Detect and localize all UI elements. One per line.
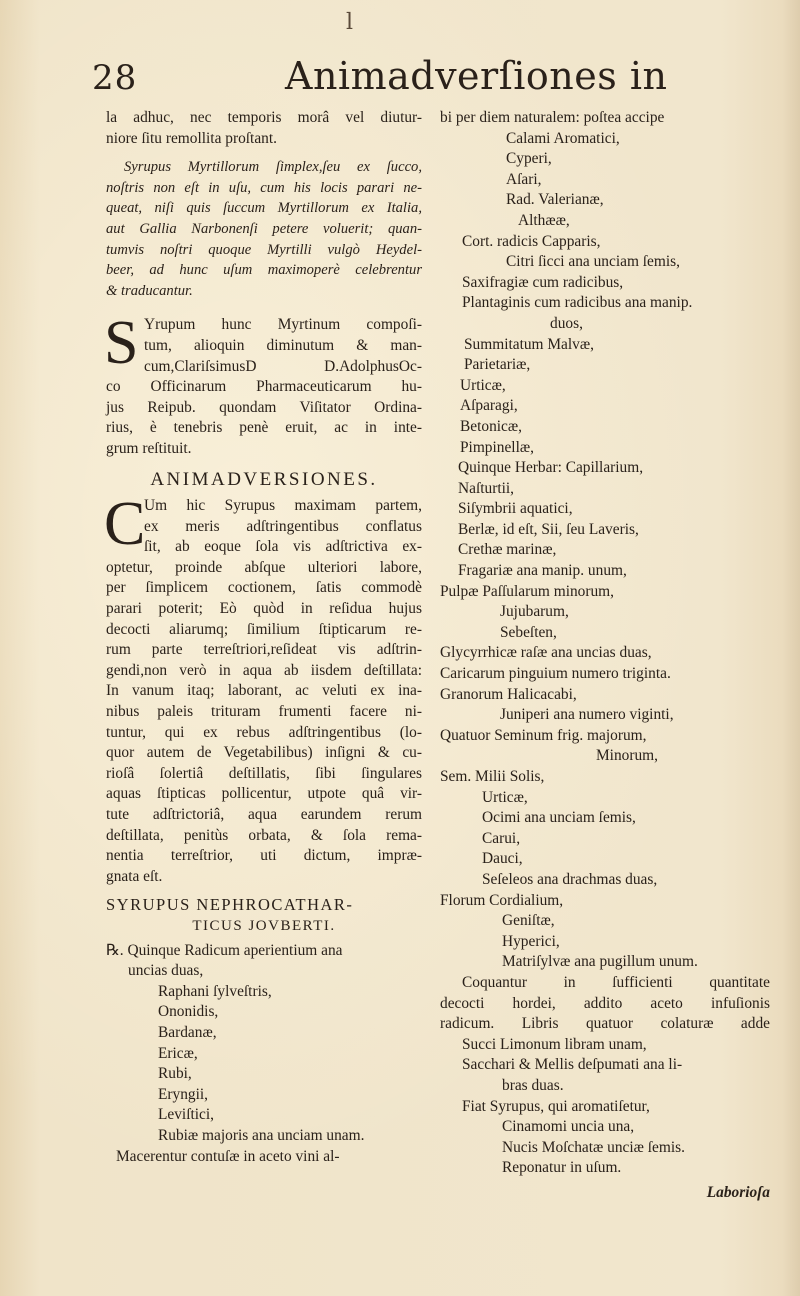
note-line: queat, niſi quis ſuccum Myrtillorum ex Italia,: [106, 200, 422, 217]
note-line: beer, ad hunc uſum maximoperè celebrentur: [106, 262, 422, 279]
right-line: bi per diem naturalem: poſtea accipe: [440, 109, 665, 126]
right-line: Granorum Halicacabi,: [440, 685, 577, 703]
right-line: Quinque Herbar: Capillarium,: [458, 459, 644, 477]
para-line: decocti aliarumq; ſimilium ſtipticarum re-: [106, 620, 422, 638]
para-line: Yrupum hunc Myrtinum compoſi-: [144, 316, 422, 334]
right-line: Nucis Moſchatæ unciæ ſemis.: [502, 1138, 685, 1156]
para-line: per ſimplicem coctionem, ſatis commodè: [106, 579, 422, 597]
right-line: Althææ,: [518, 211, 570, 229]
right-line: Plantaginis cum radicibus ana manip.: [462, 294, 693, 312]
right-line: Parietariæ,: [464, 356, 531, 374]
left-column: [106, 108, 422, 1167]
right-line: Cort. radicis Capparis,: [462, 232, 601, 250]
right-line: Minorum,: [596, 747, 658, 765]
para-line: rum parte terreſtriori,reſideat vis adſtrin-: [106, 641, 422, 659]
right-line: Sacchari & Mellis deſpumati ana li-: [462, 1056, 683, 1074]
right-line: Crethæ marinæ,: [458, 541, 557, 559]
para-line: cum,ClariſsimusD D.AdolphusOc-: [144, 357, 422, 375]
right-line: Jujubarum,: [500, 603, 569, 621]
right-line: Naſturtii,: [458, 479, 514, 497]
right-line: Berlæ, id eſt, Sii, ſeu Laveris,: [458, 520, 639, 538]
right-line: Aſari,: [506, 170, 542, 188]
right-line: Fiat Syrupus, qui aromatiſetur,: [462, 1097, 650, 1115]
right-line: Sebeſten,: [500, 623, 557, 641]
right-line: Hyperici,: [502, 932, 560, 950]
right-line: duos,: [550, 314, 583, 332]
right-line: Ocimi ana unciam ſemis,: [482, 809, 636, 827]
right-line: Pulpæ Paſſularum minorum,: [440, 582, 615, 600]
right-line: radicum. Libris quatuor colaturæ adde: [440, 1015, 770, 1033]
recipe-title: TICUS JOVBERTI.: [192, 917, 336, 934]
right-line: Reponatur in uſum.: [502, 1159, 622, 1177]
paragraph-syrupum: [104, 309, 422, 459]
right-line: Calami Aromatici,: [506, 129, 620, 147]
recipe-line: Ononidis,: [158, 1003, 219, 1021]
note-line: aut Gallia Narbonenſi petere voluerit; quan-: [106, 220, 422, 237]
right-line: Dauci,: [482, 850, 523, 868]
para-line: tute adſtrictoriâ, aqua earundem rerum: [106, 806, 422, 823]
running-head: Animadverſiones in: [285, 54, 668, 98]
para-line: In vanum itaq; laborant, ac veluti ex ina-: [106, 682, 422, 700]
right-line: Cinamomi uncia una,: [502, 1118, 635, 1136]
para-line: gnata eſt.: [106, 867, 163, 885]
right-line: Caricarum pinguium numero triginta.: [440, 665, 671, 683]
right-line: Matriſylvæ ana pugillum unum.: [502, 953, 698, 971]
para-line: aquas ſtipticas pollicentur, utpote quâ vir-: [106, 785, 422, 803]
right-line: Quatuor Seminum frig. majorum,: [440, 726, 647, 744]
recipe-line: ℞. Quinque Radicum aperientium ana: [106, 941, 343, 959]
recipe-line: uncias duas,: [128, 962, 204, 980]
para-line: tuntur, qui ex rebus adſtringentibus (lo-: [106, 723, 422, 741]
right-column: [440, 108, 770, 1203]
right-line: Fragariæ ana manip. unum,: [458, 562, 627, 580]
right-line: Aſparagi,: [460, 397, 518, 415]
right-line: Coquantur in ſufficienti quantitate: [462, 973, 770, 991]
right-line: Geniſtæ,: [502, 912, 555, 930]
right-line: Succi Limonum libram unam,: [462, 1035, 647, 1053]
recipe-line: Ericæ,: [158, 1044, 198, 1062]
para-line: gendi,non verò in aqua ab iisdem deſtillata:: [106, 661, 422, 679]
note-line: & traducantur.: [106, 282, 193, 299]
top-mark: l: [346, 10, 354, 35]
note-line: noſtris non eſt in uſu, cum his locis parari ne-: [106, 179, 422, 196]
drop-cap: S: [104, 309, 139, 378]
para-line: rius, è tenebris penè eruit, ac in inte-: [106, 419, 422, 437]
recipe-line: Eryngii,: [158, 1085, 209, 1103]
para-line: co Officinarum Pharmaceuticarum hu-: [106, 378, 422, 396]
right-line: Citri ſicci ana unciam ſemis,: [506, 253, 680, 271]
section-heading: ANIMADVERSIONES.: [150, 468, 378, 490]
recipe-line: Macerentur contuſæ in aceto vini al-: [116, 1147, 340, 1165]
italic-note: [106, 157, 422, 301]
drop-cap: C: [104, 490, 146, 559]
right-line: Rad. Valerianæ,: [506, 191, 604, 209]
recipe-line: Rubiæ majoris ana unciam unam.: [158, 1126, 365, 1144]
right-line: Cyperi,: [506, 150, 552, 168]
opening-line: la adhuc, nec temporis morâ vel diutur-: [106, 109, 422, 126]
right-line: Carui,: [482, 829, 521, 847]
para-line: Um hic Syrupus maximam partem,: [144, 497, 422, 515]
right-line: Juniperi ana numero viginti,: [500, 706, 674, 724]
para-line: tum, alioquin diminutum & man-: [144, 336, 422, 354]
note-line: Syrupus Myrtillorum ſimplex,ſeu ex ſucco,: [124, 159, 422, 176]
para-line: ex meris adſtringentibus conflatus: [144, 517, 422, 535]
para-line: parari poterit; Eò quòd in reſidua hujus: [106, 600, 422, 618]
para-line: deſtillata, penitùs orbata, & ſola rema-: [106, 826, 422, 844]
right-line: Florum Cordialium,: [440, 891, 564, 909]
opening-line: niore ſitu remollita proſtant.: [106, 129, 277, 147]
para-line: rioſâ ſolertiâ deſtillatis, ſibi ſingulares: [106, 764, 422, 782]
recipe-line: Raphani ſylveſtris,: [158, 982, 272, 1000]
recipe-line: Bardanæ,: [158, 1023, 217, 1041]
paragraph-cum: [104, 490, 422, 887]
recipe-list: [106, 941, 422, 1168]
right-line: Sem. Milii Solis,: [440, 768, 545, 785]
right-line: Urticæ,: [460, 376, 506, 394]
right-line: Urticæ,: [482, 788, 528, 806]
para-line: optetur, proinde abſque ulteriori labore,: [106, 558, 422, 576]
recipe-line: Rubi,: [158, 1065, 192, 1083]
catchword: Laborioſa: [706, 1183, 770, 1201]
para-line: jus Reipub. quondam Viſitator Ordina-: [106, 398, 422, 416]
right-line: Saxifragiæ cum radicibus,: [462, 273, 624, 291]
recipe-line: Leviſtici,: [158, 1106, 214, 1124]
right-line: Betonicæ,: [460, 417, 522, 435]
right-line: Seſeleos ana drachmas duas,: [482, 870, 658, 888]
para-line: nibus paleis trituram frumenti facere ni-: [106, 703, 422, 721]
right-line: Glycyrrhicæ raſæ ana uncias duas,: [440, 644, 652, 662]
recipe-title: SYRUPUS NEPHROCATHAR-: [106, 895, 354, 915]
right-line: Siſymbrii aquatici,: [458, 500, 573, 518]
para-line: grum reſtituit.: [106, 439, 192, 457]
right-line: decocti hordei, addito aceto infuſionis: [440, 994, 770, 1012]
para-line: nentia terreſtrior, uti dictum, impræ-: [106, 847, 422, 865]
right-line: bras duas.: [502, 1076, 564, 1094]
note-line: tumvis noſtri quoque Myrtilli vulgò Heydel-: [106, 241, 422, 258]
right-line: Summitatum Malvæ,: [464, 335, 594, 353]
page-number: 28: [92, 58, 138, 98]
page-edge-shadow: [782, 0, 800, 1296]
para-line: quor autem de Vegetabilibus) inſigni & cu-: [106, 744, 422, 762]
para-line: ſit, ab eoque ſola vis adſtrictiva ex-: [144, 538, 422, 556]
right-line: Pimpinellæ,: [460, 438, 534, 456]
